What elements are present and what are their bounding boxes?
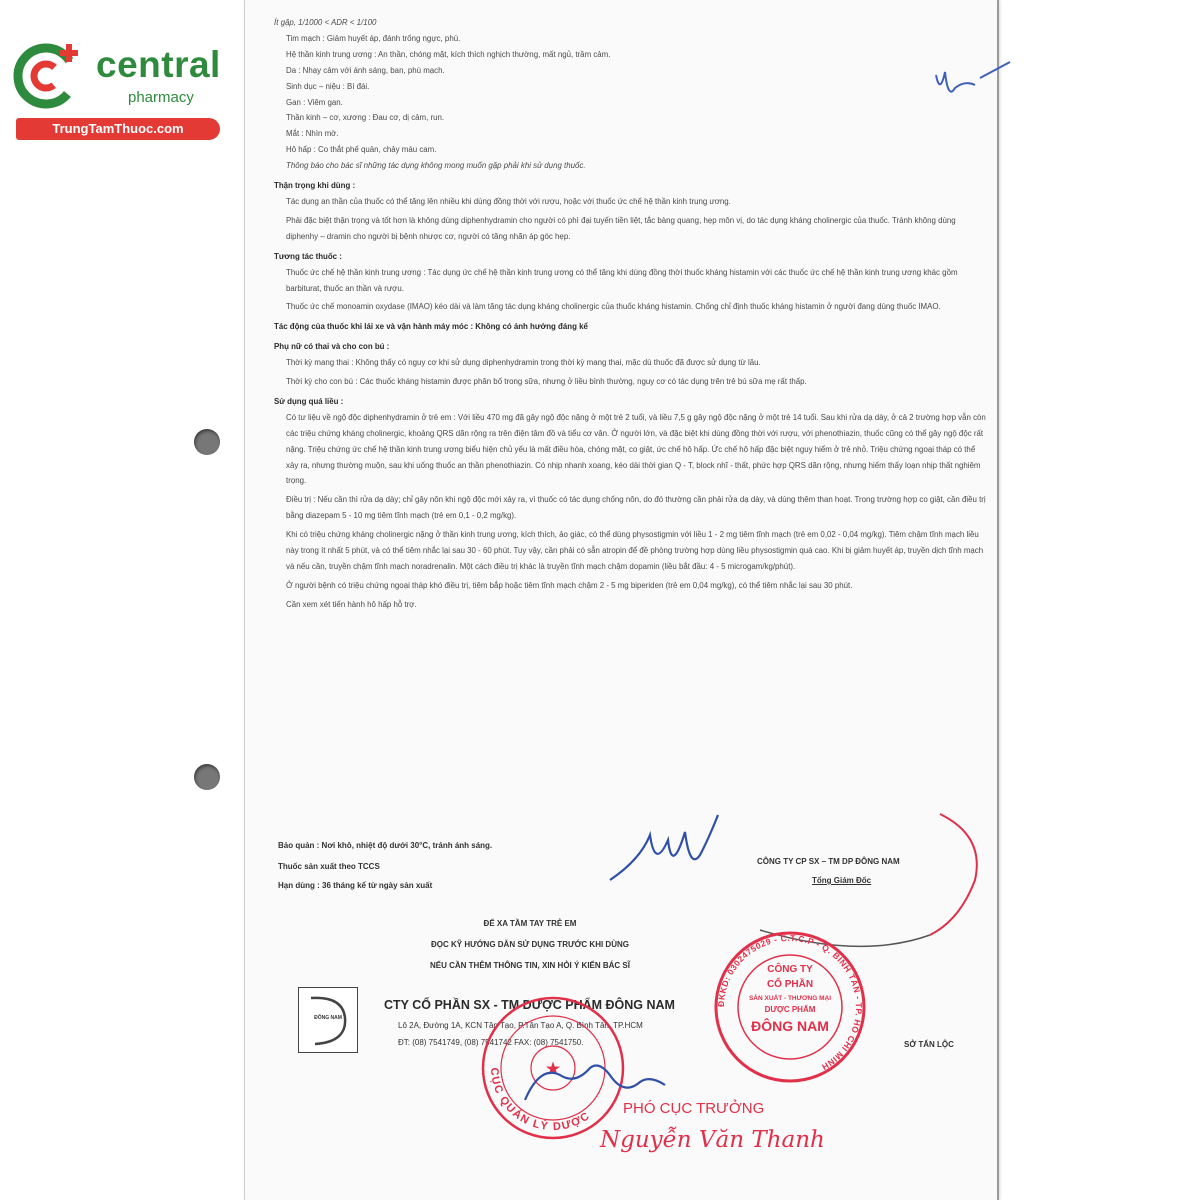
director-title: Tổng Giám Đốc: [812, 876, 872, 885]
brand-name: central: [96, 44, 221, 85]
frequency-note: Ít gặp, 1/1000 < ADR < 1/100: [274, 18, 377, 27]
overdose-paragraph: Có tư liệu về ngộ độc diphenhydramin ở trẻ em : Với liều 470 mg đã gây ngộ độc nặng ở một trẻ 2 tuổi, và liều 7,5 g gây ngộ độc nặng ở một trẻ 14 tuổi. Sau khi rửa dạ dày, ở cả 2 trường hợp vẫn còn các triệu chứng kháng cholinergic, khoảng QRS dãn rộng ra trên điện tâm đồ và tiểu cơ vân. Ở người lớn, và đặc biệt khi dùng đồng thời với rượu, với phenothiazin, thuốc cũng có thể gây ngộ độc rất nặng. Triệu chứng ức chế hệ thần kinh trung ương biểu hiện chủ yếu là mất điều hòa, chóng mặt, co giật, ức chế hô hấp. Ức chế hô hấp đặc biệt nguy hiểm ở trẻ nhỏ. Triệu chứng ngoại tháp có thể xảy ra, nhưng thường muộn, sau khi uống thuốc an thần phenothiazin. Có nhịp nhanh xoang, kéo dài thời gian Q - T, block nhĩ - thất, phức hợp QRS dãn rộng, nhưng hiếm thấy loạn nhịp thất nghiêm trọng.: [286, 412, 986, 486]
company-right-title: CÔNG TY CP SX – TM DP ĐÔNG NAM: [757, 857, 900, 866]
company-name: CTY CỔ PHẦN SX - TM DƯỢC PHẨM ĐÔNG NAM: [384, 998, 675, 1012]
overdose-paragraph: Điều trị : Nếu cần thì rửa dạ dày; chỉ gây nôn khi ngộ độc mới xảy ra, vì thuốc có tác dụng chống nôn, do đó thường cần phải rửa dạ dày, và dùng thêm than hoạt. Trong trường hợp co giật, cần điều trị bằng diazepam 5 - 10 mg tiêm tĩnh mạch (trẻ em 0,1 - 0,2 mg/kg).: [286, 495, 986, 521]
overdose-paragraph: Cần xem xét tiến hành hô hấp hỗ trợ.: [286, 599, 417, 609]
overdose-heading: Sử dụng quá liều :: [274, 396, 344, 406]
brand-url-link[interactable]: TrungTamThuoc.com: [16, 118, 220, 140]
deputy-director-name: Nguyễn Văn Thanh: [600, 1127, 825, 1153]
star-icon: ★: [545, 1061, 561, 1078]
stamp-line: DƯỢC PHẨM: [764, 1005, 816, 1014]
company-address: Lô 2A, Đường 1A, KCN Tân Tạo, P.Tân Tạo A, Q. Bình Tân, TP.HCM: [398, 1021, 643, 1030]
precautions-heading: Thận trọng khi dùng :: [274, 181, 356, 191]
standard-text: Thuốc sản xuất theo TCCS: [278, 862, 380, 871]
signature-mark: [936, 62, 1010, 92]
brand-subtitle: pharmacy: [128, 89, 194, 106]
signer-name: SỞ TẤN LỘC: [904, 1040, 954, 1049]
stamp-line: CỔ PHẦN: [766, 979, 814, 990]
warning-line: NẾU CẦN THÊM THÔNG TIN, XIN HỎI Ý KIẾN BÁC SĨ: [429, 961, 630, 970]
interactions-heading: Tương tác thuốc :: [274, 251, 342, 261]
deputy-director-title: PHÓ CỤC TRƯỞNG: [623, 1100, 765, 1117]
warning-line: ĐỂ XA TẦM TAY TRẺ EM: [483, 919, 577, 928]
notice-text: Thông báo cho bác sĩ những tác dụng không mong muốn gặp phải khi sử dụng thuốc.: [286, 161, 586, 171]
side-effect-item: Da : Nhạy cảm với ánh sáng, ban, phù mạch.: [286, 65, 445, 75]
stamp-line: SẢN XUẤT - THƯƠNG MẠI: [748, 995, 832, 1002]
side-effect-item: Hệ thần kinh trung ương : An thần, chóng mặt, kích thích nghịch thường, mất ngủ, trầm cảm.: [286, 49, 611, 59]
pregnancy-paragraph: Thời kỳ mang thai : Không thấy có nguy cơ khi sử dụng diphenhydramin trong thời kỳ mang thai, mặc dù thuốc đã được sử dụng từ lâu.: [286, 358, 761, 368]
company-round-stamp: [716, 933, 864, 1081]
company-logo-text: ĐÔNG NAM: [314, 1015, 342, 1021]
pregnancy-paragraph: Thời kỳ cho con bú : Các thuốc kháng histamin được phân bố trong sữa, nhưng ở liều bình thường, nguy cơ có tác dụng trên trẻ bú sữa mẹ rất thấp.: [286, 377, 807, 387]
pregnancy-heading: Phụ nữ có thai và cho con bú :: [274, 342, 390, 352]
side-effect-item: Mắt : Nhìn mờ.: [286, 129, 339, 139]
interactions-paragraph: Thuốc ức chế monoamin oxydase (IMAO) kéo dài và làm tăng tác dụng kháng cholinergic của thuốc kháng histamin. Chống chỉ định thuốc kháng histamin ở người đang dùng thuốc IMAO.: [286, 302, 941, 312]
overdose-paragraph: Ở người bệnh có triệu chứng ngoại tháp khó điều trị, tiêm bắp hoặc tiêm tĩnh mạch chậm 2 - 5 mg biperiden (trẻ em 0,04 mg/kg), có thể tiêm nhắc lại sau 30 phút.: [286, 580, 853, 590]
precautions-paragraph: Tác dụng an thần của thuốc có thể tăng lên nhiều khi dùng đồng thời với rượu, hoặc với thuốc ức chế hệ thần kinh trung ương.: [286, 196, 731, 206]
overdose-paragraph: Khi có triệu chứng kháng cholinergic nặng ở thần kinh trung ương, kích thích, ảo giác, có thể dùng physostigmin với liều 1 - 2 mg tiêm tĩnh mạch (trẻ em 0,02 - 0,04 mg/kg). Tiêm chậm tĩnh mạch liều này trong ít nhất 5 phút, và có thể tiêm nhắc lại sau 30 - 60 phút. Tuy vậy, cần phải có sẵn atropin để đề phòng trường hợp dùng liều physostigmin quá cao. Khi bị giảm huyết áp, truyền dịch tĩnh mạch và nếu cần, truyền chậm tĩnh mạch noradrenalin. Một cách điều trị khác là truyền tĩnh mạch chậm dopamin (liều bắt đầu: 4 - 5 microgam/kg/phút).: [286, 530, 984, 571]
authority-stamp-text: CỤC QUẢN LÝ DƯỢC: [487, 1067, 593, 1134]
signature-arc: [930, 814, 977, 935]
storage-text: Bảo quản : Nơi khô, nhiệt độ dưới 30°C, tránh ánh sáng.: [278, 841, 493, 850]
side-effect-item: Sinh dục – niệu : Bí đái.: [286, 81, 370, 91]
interactions-paragraph: Thuốc ức chế hệ thần kinh trung ương : Tác dụng ức chế hệ thần kinh trung ương có thể tăng khi dùng đồng thời thuốc kháng histamin với các thuốc ức chế hệ thần kinh trung ương khác gồm barbiturat, thuốc an thần và rượu.: [286, 267, 958, 293]
stamp-line: CÔNG TY: [767, 964, 813, 975]
side-effect-item: Gan : Viêm gan.: [286, 97, 343, 107]
expiry-text: Hạn dùng : 36 tháng kể từ ngày sản xuất: [278, 881, 433, 890]
driving-value: Không có ảnh hưởng đáng kể: [473, 322, 588, 332]
side-effect-item: Tim mạch : Giảm huyết áp, đánh trống ngực, phù.: [286, 33, 461, 43]
side-effect-item: Hô hấp : Co thắt phế quản, chảy máu cam.: [286, 145, 437, 155]
precautions-paragraph: Phải đặc biệt thận trọng và tốt hơn là không dùng diphenhydramin cho người có phì đại tuyến tiền liệt, tắc bàng quang, hẹp môn vị, do tác dụng kháng cholinergic của thuốc. Tránh không dùng diphenhy – dramin cho người bị bệnh nhược cơ, người có tăng nhãn áp góc hẹp.: [286, 215, 956, 241]
stamp-ring-text: ĐKKD: 0302475029 - C.T.C.P - Q. BÌNH TÂN - TP. HỒ CHÍ MINH: [715, 932, 865, 1073]
driving-label: Tác động của thuốc khi lái xe và vận hành máy móc :: [274, 322, 474, 332]
warning-line: ĐỌC KỸ HƯỚNG DẪN SỬ DỤNG TRƯỚC KHI DÙNG: [430, 940, 629, 949]
company-phone: ĐT: (08) 7541749, (08) 7541742 FAX: (08) 7541750.: [398, 1038, 584, 1047]
stamp-line: ĐÔNG NAM: [751, 1018, 829, 1034]
side-effect-item: Thần kinh – cơ, xương : Đau cơ, dị cảm, run.: [286, 113, 445, 123]
signature-mark: [610, 815, 718, 880]
